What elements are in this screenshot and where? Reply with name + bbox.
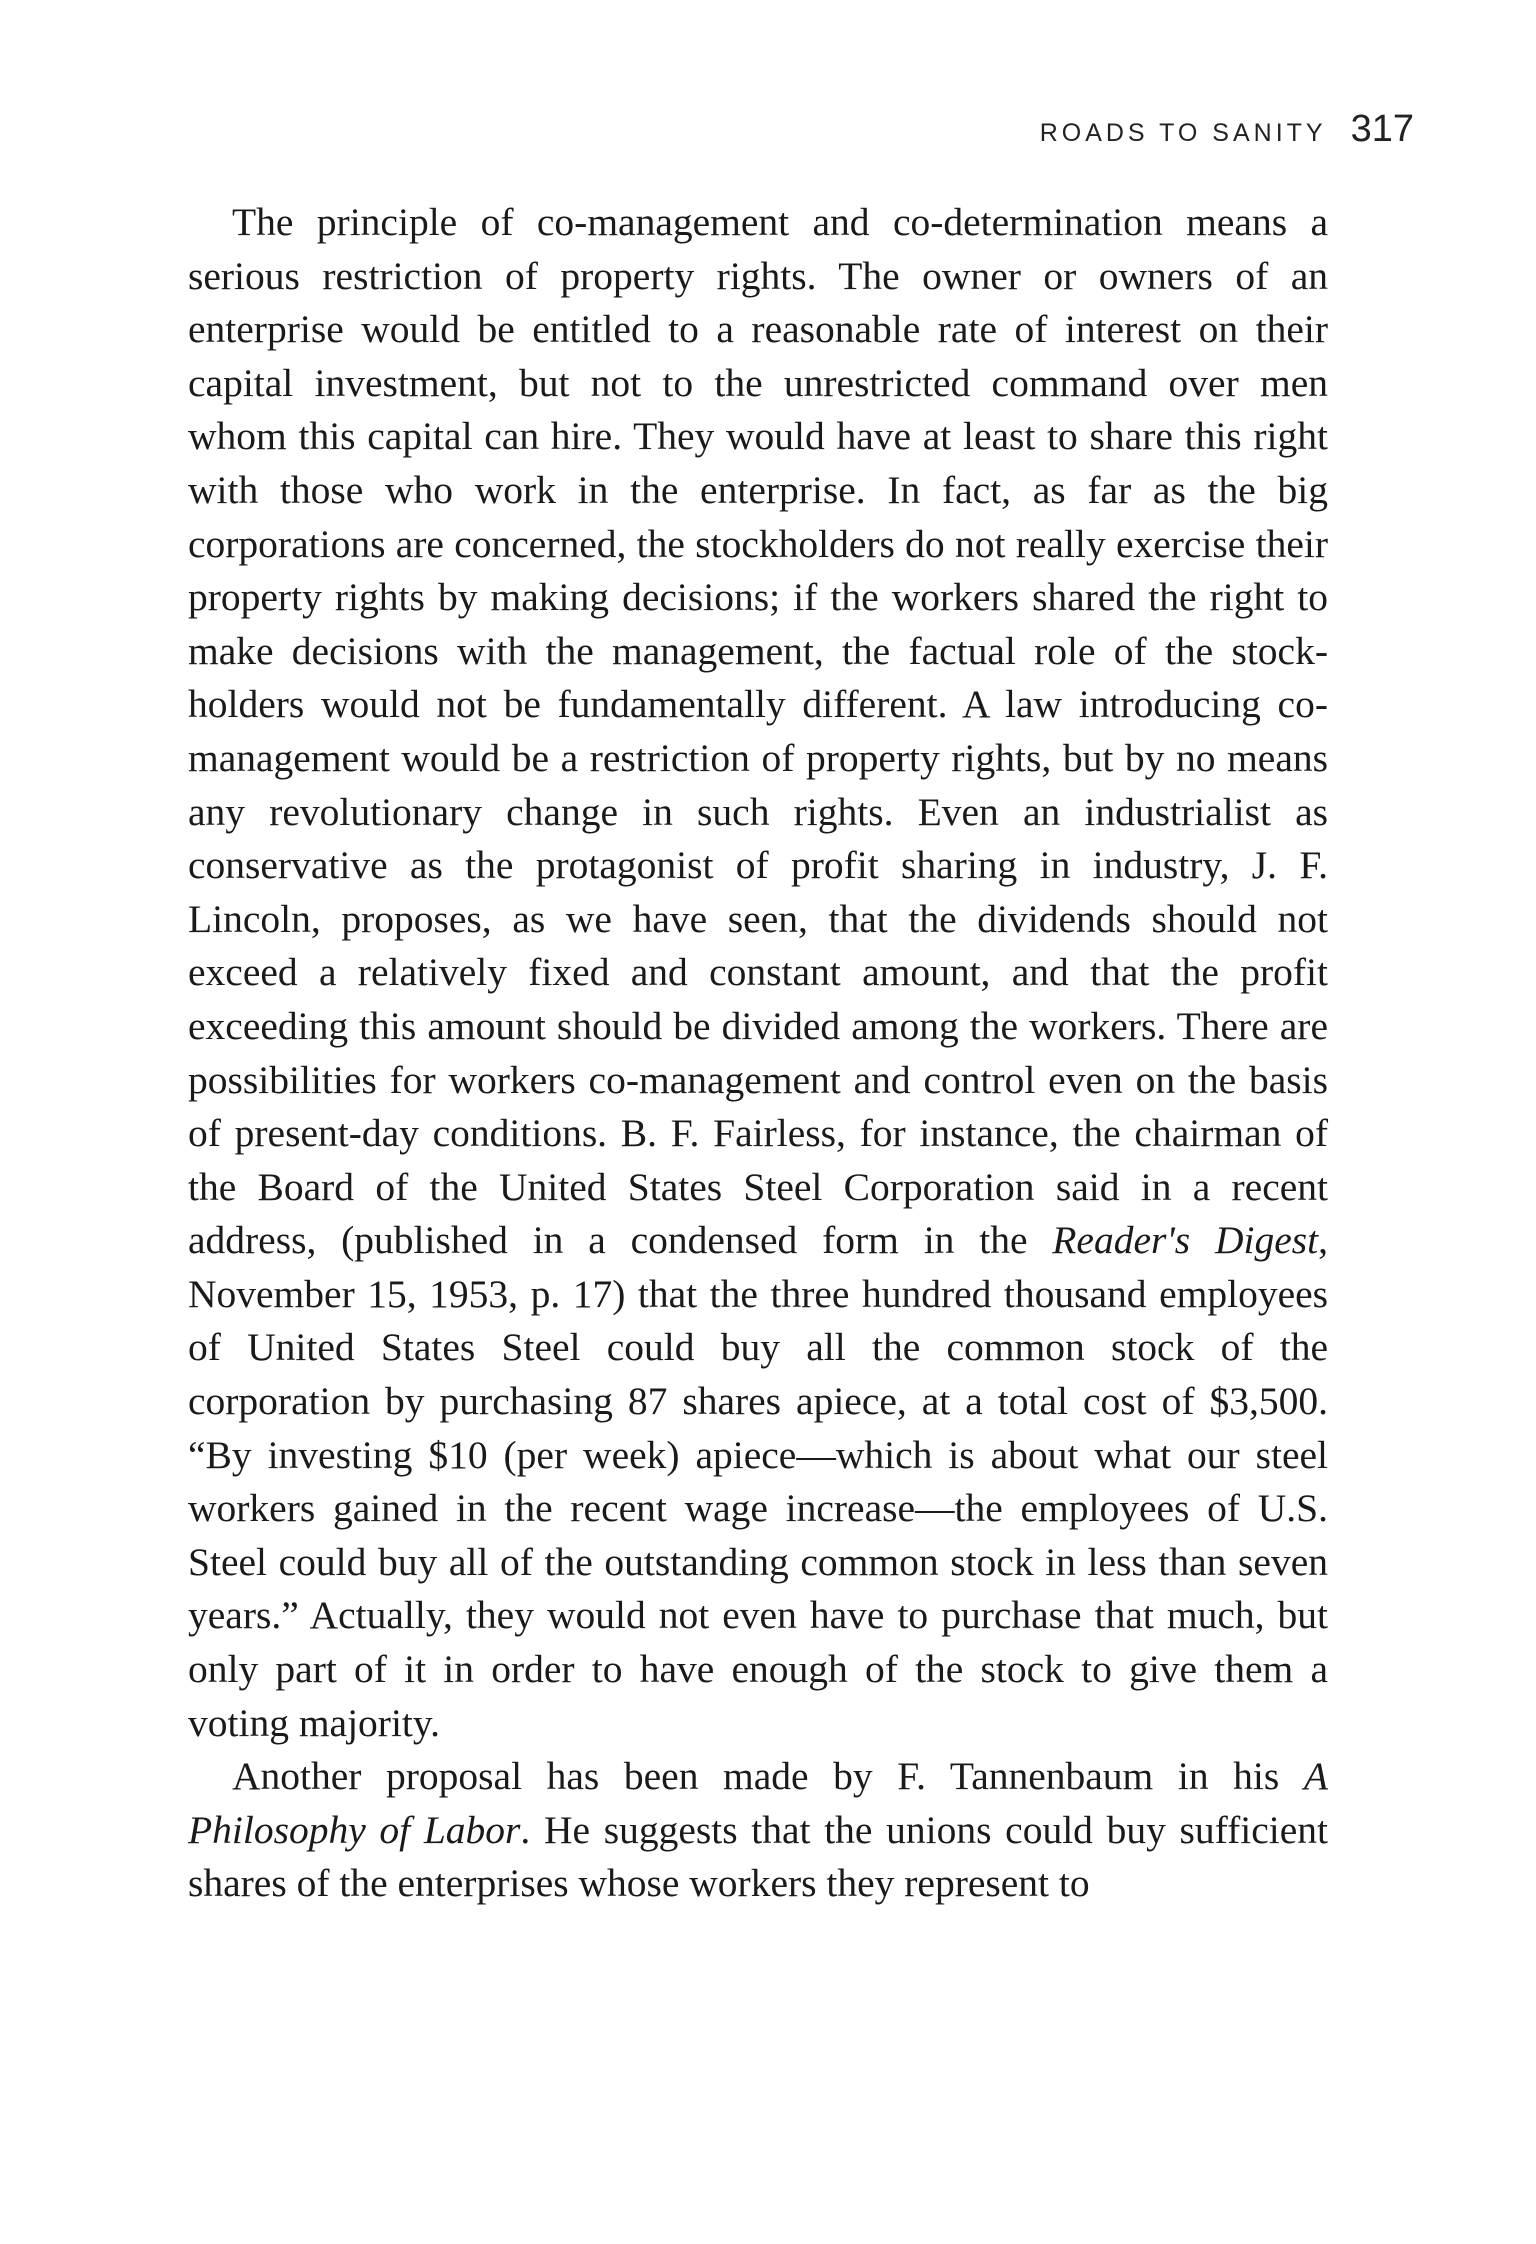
paragraph-1 <box>188 196 1328 1750</box>
paragraph-1-text: The principle of co-management and co-determination means a serious restriction of property rights. The owner or owners of an enterprise would be entitled to a reasonable rate of interest on their capital investment, but not to the unrestricted command over men whom this capital can hire. They would have at least to share this right with those who work in the enterprise. In fact, as far as the big corporations are concerned, the stockholders do not really exercise their property rights by making decisions; if the workers shared the right to make decisions with the management, the factual role of the stockholders would not be fundamentally different. A law introducing co-management would be a restriction of property rights, but by no means any revolutionary change in such rights. Even an industrialist as conservative as the protagonist of profit sharing in industry, J. F. Lincoln, proposes, as we have seen, that the dividends should not exceed a relatively fixed and constant amount, and that the profit exceeding this amount should be divided among the workers. There are possibilities for workers co-management and control even on the basis of present-day conditions. B. F. Fairless, for instance, the chairman of the Board of the United States Steel Corporation said in a recent address, (published in a condensed form in the <box>188 200 1328 1263</box>
running-head <box>188 108 1414 151</box>
paragraph-2-text-continued: . He suggests that the unions could buy sufficient shares of the enterprises whose workers they represent to <box>188 1807 1328 1906</box>
paragraph-2-text: Another proposal has been made by F. Tannenbaum in his <box>232 1754 1304 1799</box>
readers-digest-title: Reader's Digest <box>1052 1218 1319 1263</box>
body-text <box>188 196 1328 1911</box>
philosophy-of-labor-title: A Philosophy of Labor <box>188 1754 1328 1852</box>
page-number: 317 <box>1350 108 1414 150</box>
running-title: ROADS TO SANITY <box>1039 119 1327 147</box>
paragraph-1-text-continued: , November 15, 1953, p. 17) that the three hundred thousand employees of United States Steel could buy all the common stock of the corporation by purchasing 87 shares apiece, at a total cost of $3,500. “By investing $10 (per week) apiece—which is about what our steel workers gained in the recent wage increase—the employees of U.S. Steel could buy all of the outstanding common stock in less than seven years.” Actually, they would not even have to purchase that much, but only part of it in order to have enough of the stock to give them a voting majority. <box>188 1218 1328 1745</box>
paragraph-2 <box>188 1750 1328 1911</box>
